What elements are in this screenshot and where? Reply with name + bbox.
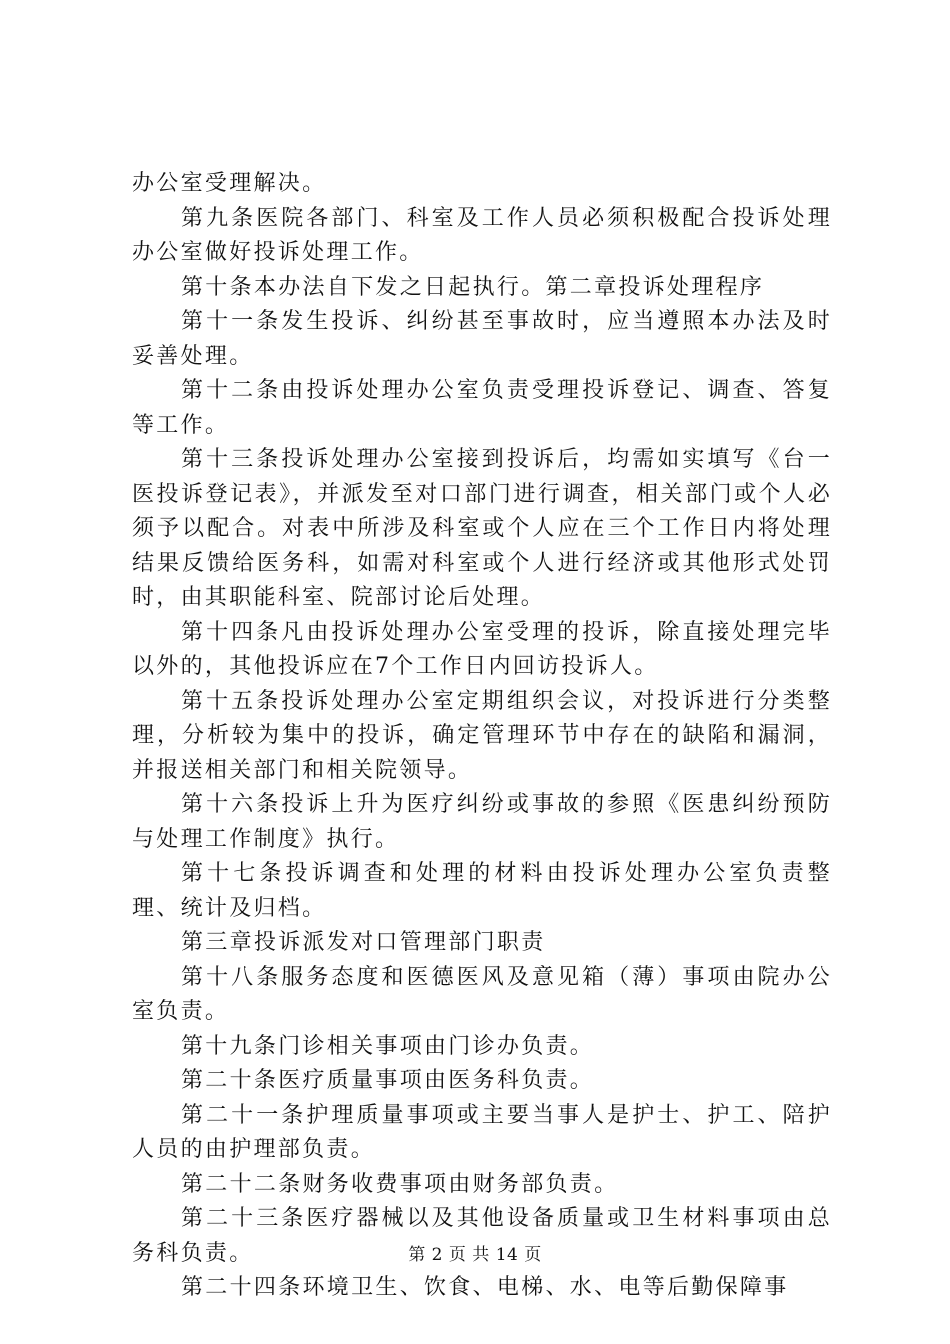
paragraph: 第十五条投诉处理办公室定期组织会议，对投诉进行分类整理，分析较为集中的投诉，确定管理环节中存在的缺陷和漏洞，并报送相关部门和相关院领导。 <box>132 688 832 783</box>
paragraph: 第十七条投诉调查和处理的材料由投诉处理办公室负责整理、统计及归档。 <box>132 861 832 921</box>
page-footer: 第 2 页 共 14 页 <box>408 1245 542 1265</box>
paragraph: 第二十四条环境卫生、饮食、电梯、水、电等后勤保障事 <box>181 1275 789 1300</box>
paragraph: 第二十二条财务收费事项由财务部负责。 <box>181 1171 619 1197</box>
paragraph: 第十一条发生投诉、纠纷甚至事故时，应当遵照本办法及时妥善处理。 <box>132 309 832 369</box>
paragraph: 第十三条投诉处理办公室接到投诉后，均需如实填写《台一医投诉登记表》，并派发至对口部门进行调查，相关部门或个人必须予以配合。对表中所涉及科室或个人应在三个工作日内将处理结果反馈给医务科，如需对科室或个人进行经济或其他形式处罚时，由其职能科室、院部讨论后处理。 <box>132 447 832 610</box>
paragraph: 第十六条投诉上升为医疗纠纷或事故的参照《医患纠纷预防与处理工作制度》执行。 <box>132 792 832 852</box>
paragraph: 办公室受理解决。 <box>132 171 327 196</box>
paragraph: 第十九条门诊相关事项由门诊办负责。 <box>181 1033 595 1059</box>
paragraph: 第二十三条医疗器械以及其他设备质量或卫生材料事项由总务科负责。 <box>132 1206 832 1266</box>
paragraph: 第二十一条护理质量事项或主要当事人是护士、护工、陪护人员的由护理部负责。 <box>132 1102 832 1162</box>
document-body <box>132 167 832 1306</box>
paragraph: 第十八条服务态度和医德医风及意见箱（薄）事项由院办公室负责。 <box>132 964 832 1024</box>
paragraph: 第十二条由投诉处理办公室负责受理投诉登记、调查、答复等工作。 <box>132 378 832 438</box>
paragraph: 第二十条医疗质量事项由医务科负责。 <box>181 1068 595 1093</box>
paragraph: 第十四条凡由投诉处理办公室受理的投诉，除直接处理完毕以外的，其他投诉应在7个工作日内回访投诉人。 <box>132 619 832 679</box>
paragraph: 第十条本办法自下发之日起执行。第二章投诉处理程序 <box>181 274 765 300</box>
chapter-heading: 第三章投诉派发对口管理部门职责 <box>181 930 546 955</box>
paragraph: 第九条医院各部门、科室及工作人员必须积极配合投诉处理办公室做好投诉处理工作。 <box>132 205 832 265</box>
